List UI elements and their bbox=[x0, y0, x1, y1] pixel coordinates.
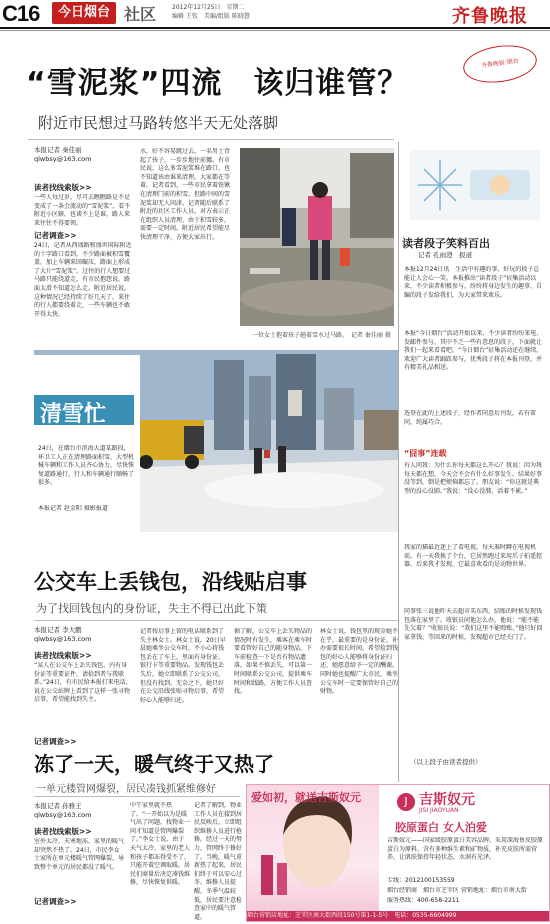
clearing-title: 清雪忙 bbox=[40, 402, 107, 427]
byline-email: qlwbsy@163.com bbox=[34, 635, 92, 643]
ad-slogan: 爱如初，就送吉斯奴元 bbox=[251, 791, 361, 804]
stamp-text: 齐鲁晚报·烟台 bbox=[480, 57, 520, 70]
ad-phone: 服务热线：400-658-2211 bbox=[387, 897, 460, 904]
article-text: 24日，在烟台市滨海大道某路段，环卫工人正在清理路面积雪，大型机械车辆和工作人员齐心协力，尽快恢复道路通行，行人和车辆通行顺畅了很多。 bbox=[38, 445, 134, 487]
byline: 本报记者 孙雅王 bbox=[34, 802, 82, 810]
article-text: “某人在公交车上丢失钱包，内有身份证等重要证件，请拾到者与我联系。”24日，有市民给本报打来电话，说在公交站牌上看到了这样一张寻物启事，希望能找到失主。 bbox=[34, 662, 132, 704]
reporter-label: 记者调查>> bbox=[34, 231, 77, 240]
column-text: 同事张三说他昨天去超市买东西，结账的时候发现钱包落在家里了。收银员问他怎么办，他说：“能不能先欠着？”收银员说：“我们这里不能赊账。”他只好回家拿钱，等回来的时候，发现超市已经关门了。 bbox=[404, 608, 543, 641]
ad-footer-text: 烟台营销店地址：芝罘区南大街西段150号第1-1-5号 电话：0535-6604999 bbox=[247, 912, 457, 919]
clearing-sidebar bbox=[34, 355, 140, 541]
byline-email: qlwbsy@163.com bbox=[34, 155, 92, 163]
column-title: 读者段子笑料百出 bbox=[402, 237, 490, 250]
ad-brand-en: JISI JIAOYUAN bbox=[419, 807, 459, 814]
photo-woman-crossing-slush bbox=[240, 148, 394, 326]
byline-block bbox=[34, 146, 132, 164]
article-text: 一些人每过岁，尽可去瞧瞧路是不是变成了一条会流动的“雪泥浆”，看不附近小区辖，也谈不上是谁，路人来来往往不得要领。 bbox=[34, 194, 131, 227]
column-text: 本报12月24日讯 生活中有趣的事、好玩的段子总能让人会心一笑。本报推出“读者段子”征集活动以来，不少读者积极参与，纷纷将身边发生的趣事、自编的段子发给我们，为大家带来欢乐。 bbox=[404, 266, 543, 299]
ad-hotline: 专线：2012100153559 bbox=[387, 877, 455, 884]
header-meta bbox=[172, 3, 250, 21]
divider bbox=[28, 139, 394, 140]
divider bbox=[34, 620, 398, 621]
section-pill: 今日烟台 bbox=[52, 2, 116, 24]
subhead-heating: 一单元楼管网爆裂，居民凑钱抓紧维修好 bbox=[36, 784, 216, 795]
article-text: 记者了解到，物业工作人员在接到居民反映后，立即组织维修人员进行抢修。经过一天的努力，管网终于修好了。当晚，暖气重新热了起来，居民们终于可以安心过冬。维修人员提醒，冬季气温较低，居民要注意检查家中的暖气管道。 bbox=[194, 802, 243, 920]
article-text: 记者按启事上留的电话联系到了失主林女士。林女士说，20日早晨她乘坐公交车时，不小心将钱包丢在了车上，里面有身份证、银行卡等重要物品。发现钱包丢失后，她立即联系了公交公司，但没有找到。无奈之下，她只好在公交沿线张贴寻物启事，希望好心人能够归还。 bbox=[140, 628, 226, 704]
intro-label: 读者找线索版>> bbox=[34, 827, 92, 836]
byline-block bbox=[34, 626, 132, 644]
ad-body: 吉斯奴元——国家级胶原蛋白美容品牌，采用深海鱼皮胶原蛋白为原料，含有多种维生素和矿物质，补充皮肤所需营养，让肌肤保持年轻状态，水润有光泽。 bbox=[387, 837, 544, 862]
page-number: C16 bbox=[2, 1, 40, 26]
divider bbox=[34, 796, 240, 797]
photo-caption: 一位女士抱着孩子趟着雪水过马路。 记者 秦佳丽 摄 bbox=[252, 332, 391, 339]
newspaper-logo: 齐鲁晚报 bbox=[452, 6, 528, 27]
article-text: 据了解，公交车上丢失物品的情况时有发生，乘客在乘车时要看管好自己的随身物品，下车前检查一下是否有物品遗落。如果不慎丢失，可以第一时间联系公交公司，提供乘车时间和线路，方便工作人员查找。 bbox=[234, 628, 313, 696]
headline-snow-slush: “雪泥浆”四流 该归谁管？ bbox=[26, 66, 409, 101]
headline-lost-wallet: 公交车上丢钱包，沿线贴启事 bbox=[34, 570, 307, 594]
section-label: “囧事”连载 bbox=[404, 449, 447, 458]
article-text: 24日，记者从西盛路和盛世国际附近的十字路口看到，不少路面被积雪覆盖，加上车辆来回碾压，路面上形成了大片“雪泥浆”。过往的行人想要过马路只能绕道走，有市民抱怨说，路面太滑不知道怎么走。附近居民说，这种情况已经持续了好几天了，来往的行人都要绕着走，一些车辆也不敢开得太快。 bbox=[34, 242, 132, 318]
reporter-label: 记者调查>> bbox=[34, 737, 77, 746]
subhead-lost-wallet: 为了找回钱包内的身份证，失主不得已出此下策 bbox=[36, 602, 267, 615]
brand-logo-icon: J bbox=[397, 793, 415, 811]
snowflake-illustration bbox=[410, 150, 540, 220]
section-title: 社区 bbox=[124, 5, 157, 24]
reporter-label: 记者调查>> bbox=[34, 897, 77, 906]
column-text: 有人问我：为什么你每天都这么开心？我说：因为我每天都在想，今天会不会有什么好事发生。结果好事没等到，倒是把烦恼都忘了。朋友说：“你这就是典型的没心没肺。”我说：“没心没肺，活着不累。” bbox=[404, 462, 543, 495]
photo-credit: 本报记者 赵金阳 摄影报道 bbox=[38, 505, 108, 512]
ad-footer bbox=[247, 911, 549, 921]
byline-block bbox=[34, 802, 132, 820]
header-rule-thin bbox=[0, 30, 550, 31]
article-text: 室外太冷，天寒地冻，家里的暖气却突然不热了。24日，市民李女士家所在单元楼暖气管网爆裂，导致整个单元的居民都没了暖气。 bbox=[34, 838, 124, 871]
snowflake-icon bbox=[410, 150, 540, 220]
header-rule bbox=[0, 27, 550, 29]
issue-date: 2012年12月25日 星期二 bbox=[172, 4, 245, 11]
byline-email: qlwbsy@163.com bbox=[34, 811, 92, 819]
ad-tagline: 胶原蛋白 女人泊爱 bbox=[395, 821, 487, 834]
byline: 记者 孔雨澄 报道 bbox=[418, 251, 473, 259]
column-text: 我家的猫最近迷上了看电视，每天准时蹲在电视机前。有一天我换了个台，它居然跑过来用爪子拍遥控器。后来我才发现，它最喜欢看的是动物世界。 bbox=[404, 544, 543, 569]
article-text: 林女士说，钱包里的现金她不在乎，最重要的是身份证，补办需要很长时间。希望捡到钱包的好心人能够将身份证归还，她愿意给予一定的酬谢。同时她也提醒广大市民，乘坐公交车时一定要保管好自己的财物。 bbox=[320, 628, 398, 696]
ad-brand: 吉斯奴元 bbox=[419, 792, 475, 808]
photo-illustration bbox=[240, 148, 394, 326]
column-footnote: （以上段子由读者提供） bbox=[410, 758, 482, 766]
editor-credit: 编辑 王钦 美编/组版 陈晓慧 bbox=[172, 13, 250, 20]
intro-label: 读者找线索版>> bbox=[34, 651, 92, 660]
byline: 本报记者 李大鹏 bbox=[34, 626, 82, 634]
headline-heating: 冻了一天，暖气终于又热了 bbox=[34, 752, 274, 776]
byline: 本报记者 秦佳丽 bbox=[34, 146, 82, 154]
article-text: 中午家里就不热了。“一开始以为是暖气出了问题，找物业一问才知道是管网爆裂了。”李女士说，由于天气太冷，家里的老人和孩子都冻得受不了，只能开着空调取暖。居民们商量后决定凑钱维修，尽快恢复供暖。 bbox=[130, 802, 190, 887]
column-text: 选登在此的上述段子，经作者同意后刊发，若有雷同，纯属巧合。 bbox=[404, 410, 537, 426]
advertisement bbox=[246, 784, 550, 922]
ad-distributor: 烟台经销商 烟台市芝罘区 营销地址：烟台市南大街 bbox=[387, 887, 527, 894]
ad-visual bbox=[247, 785, 379, 921]
intro-label: 读者找线索版>> bbox=[34, 183, 92, 192]
stamp bbox=[461, 41, 539, 87]
article-text: 水，好不容易跳过去，一名男士背起了孩子，一步步地往前挪。有市民说，这么多雪泥浆堆在路口，也不知道该由谁来清理，大家都在等着。记者看到，一些市民拿着铁锹在清理门前的积雪，但路中间的雪泥浆却无人问津。记者随后联系了附近的社区工作人员，对方表示正在组织人员清理，由于积雪较多，需要一定时间。附近居民希望能尽快清理干净，方便大家出行。 bbox=[140, 148, 231, 241]
column-divider bbox=[398, 142, 399, 782]
column-text: 本报“今日烟台”活动开始以来，不少读者纷纷来电、发邮件参与，其中不乏一些有意思的段子，下面就让我们一起来看看吧。“今日烟台”征集活动还在继续，欢迎广大读者踊跃参与，优秀段子将在本报刊登，并有精美礼品相送。 bbox=[404, 330, 543, 372]
subhead-snow-slush: 附近市民想过马路转悠半天无处落脚 bbox=[38, 114, 279, 132]
